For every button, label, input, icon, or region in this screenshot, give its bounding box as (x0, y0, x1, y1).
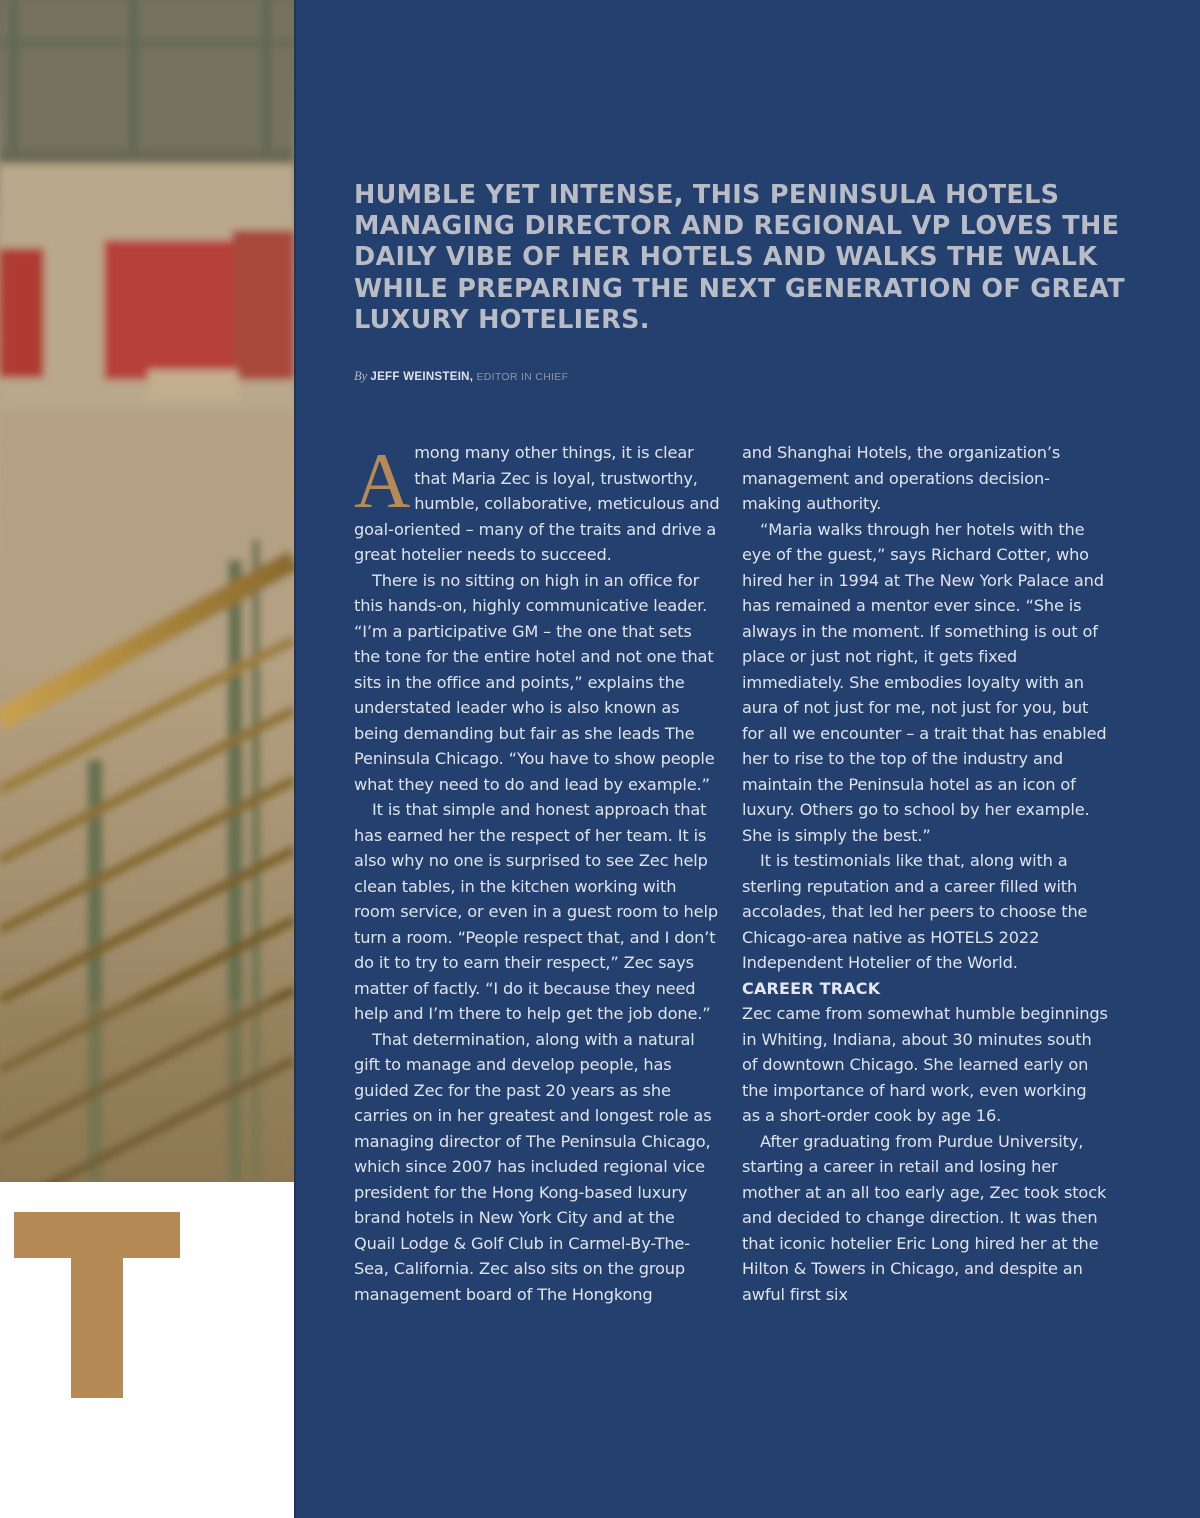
section-subhead: CAREER TRACK (742, 978, 881, 998)
article-paragraph: and Shanghai Hotels, the organization’s management and operations decision-making authority. (742, 443, 1061, 513)
article-paragraph: “Maria walks through her hotels with the eye of the guest,” says Richard Cotter, who hired her in 1994 at The New York Palace and has remained a mentor ever since. “She is always in the moment. If something is out of place or just not right, it gets fixed immediately. She embodies loyalty with an aura of not just for me, not just for you, but for all we encounter – a trait that has enabled her to rise to the top of the industry and maintain the Peninsula hotel as an icon of luxury. Others go to school by her example. She is simply the best.” (742, 519, 1107, 845)
byline-by: By (354, 369, 368, 383)
article-paragraph: That determination, along with a natural gift to manage and develop people, has guided Zec for the past 20 years as she carries on in her greatest and longest role as managing director of The Peninsula Chicago, which since 2007 has included regional vice president for the Hong Kong-based luxury brand hotels in New York City and at the Quail Lodge & Golf Club in Carmel-By-The-Sea, California. Zec also sits on the group management board of The Hongkong (354, 1029, 712, 1304)
article-paragraph (354, 437, 720, 568)
byline-author: JEFF WEINSTEIN, (370, 371, 474, 383)
hotel-interior-photo (0, 0, 294, 1182)
article-column-right (742, 440, 1108, 1307)
article-paragraph: It is testimonials like that, along with a sterling reputation and a career filled with accolades, that led her peers to choose the Chicago-area native as HOTELS 2022 Independent Hotelier of the World. (742, 851, 1088, 972)
article-paragraph: It is that simple and honest approach that has earned her the respect of her team. It is also why no one is surprised to see Zec help clean tables, in the kitchen working with room service, or even in a guest room to help turn a room. “People respect that, and I don’t do it to try to earn their respect,” Zec says matter of factly. “I do it because they need help and I’m there to help get the job done.” (354, 800, 718, 1023)
byline (354, 369, 568, 384)
article-headline: HUMBLE YET INTENSE, THIS PENINSULA HOTELS MANAGING DIRECTOR AND REGIONAL VP LOVES THE DAILY VIBE OF HER HOTELS AND WALKS THE WALK WHILE PREPARING THE NEXT GENERATION OF GREAT LUXURY HOTELIERS. (354, 180, 1125, 335)
paragraph-text: mong many other things, it is clear that Maria Zec is loyal, trustworthy, humble, collaborative, meticulous and goal-oriented – many of the traits and drive a great hotelier needs to succeed. (354, 443, 720, 564)
article-paragraph: After graduating from Purdue University, starting a career in retail and losing her mother at an all too early age, Zec took stock and decided to change direction. It was then that iconic hotelier Eric Long hired her at the Hilton & Towers in Chicago, and despite an awful first six (742, 1131, 1107, 1304)
article-paragraph: Zec came from somewhat humble beginnings in Whiting, Indiana, about 30 minutes south of downtown Chicago. She learned early on the importance of hard work, even working as a short-order cook by age 16. (742, 1004, 1108, 1125)
letter-t-graphic (14, 1212, 180, 1398)
drop-cap: A (354, 437, 411, 524)
article-paragraph: There is no sitting on high in an office for this hands-on, highly communicative leader. “I’m a participative GM – the one that sets the tone for the entire hotel and not one that sits in the office and points,” explains the understated leader who is also known as being demanding but fair as she leads The Peninsula Chicago. “You have to show people what they need to do and lead by example.” (354, 570, 715, 794)
byline-role: EDITOR IN CHIEF (476, 371, 569, 383)
photo-artwork (0, 0, 294, 1182)
article-column-left (354, 437, 720, 1307)
decorative-letter-t (14, 1212, 180, 1398)
